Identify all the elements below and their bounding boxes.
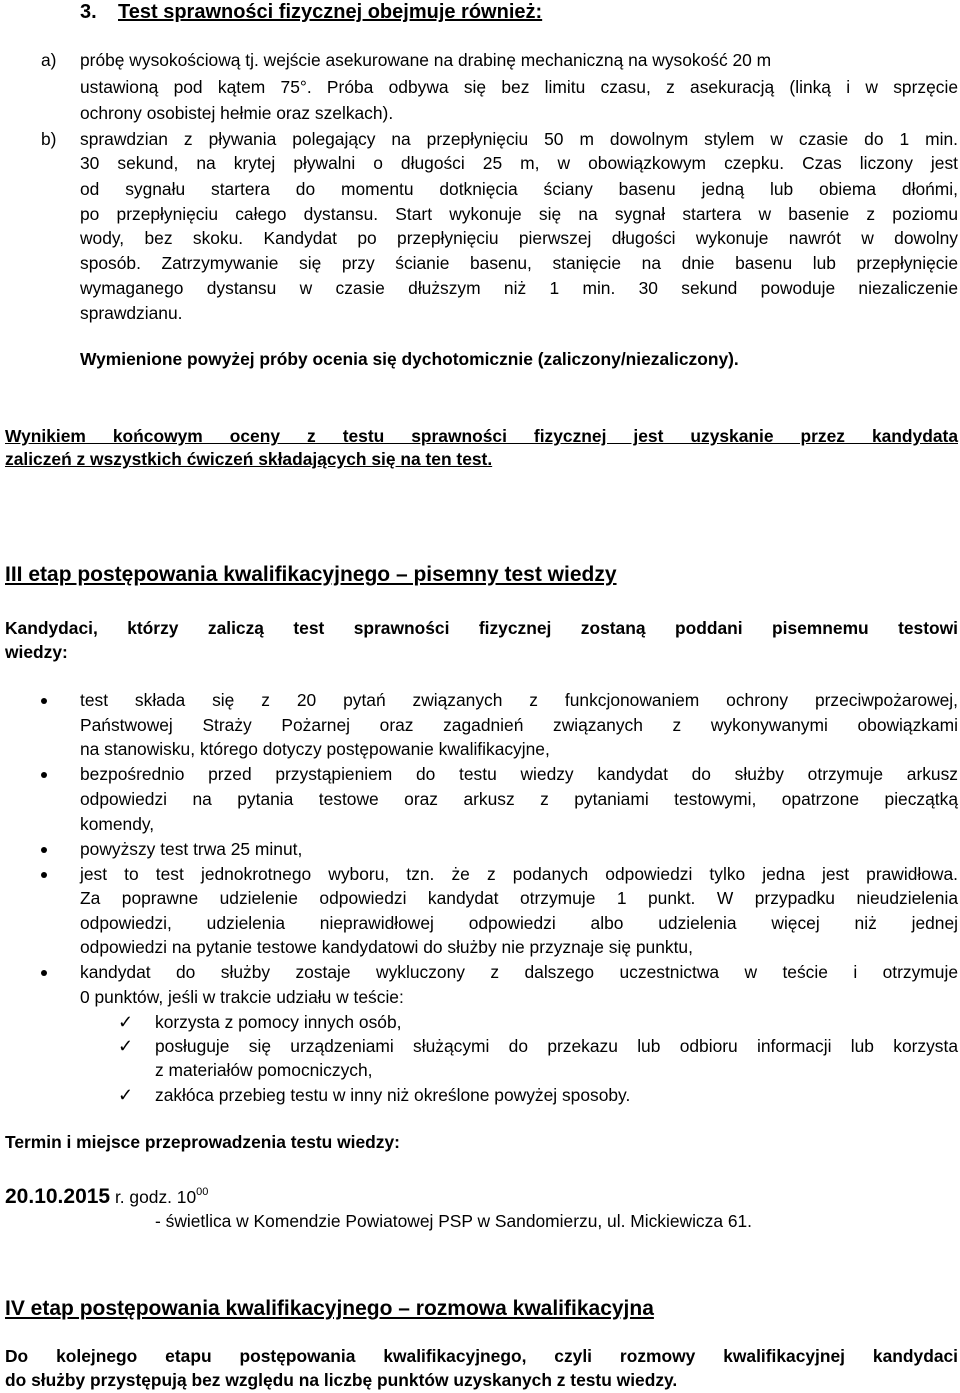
term-heading: Termin i miejsce przeprowadzenia testu wiedzy: xyxy=(5,1132,400,1152)
bullet-2-line-1: bezpośrednio przed przystąpieniem do testu wiedzy kandydat do służby otrzymuje arkusz xyxy=(80,764,958,784)
item-a-line-2: ustawioną pod kątem 75°. Próba odbywa się bez limitu czasu, z asekuracją (linką i w sprzęcie xyxy=(80,77,958,97)
bullet-marker xyxy=(41,970,47,976)
item-b-line-6: sposób. Zatrzymywanie się przy ścianie basenu, stanięcie na dnie basenu lub przepłynięcie xyxy=(80,253,958,273)
section-number: 3. xyxy=(80,1,97,23)
stage4-intro-line-1: Do kolejnego etapu postępowania kwalifikacyjnego, czyli rozmowy kwalifikacyjnej kandydaci xyxy=(5,1346,958,1366)
bullet-4-line-2: Za poprawne udzielenie odpowiedzi kandydat otrzymuje 1 punkt. W przypadku nieudzielenia xyxy=(80,888,958,908)
bullet-marker xyxy=(41,847,47,853)
bullet-4-line-3: odpowiedzi, udzielenia nieprawidłowej odpowiedzi albo udzielenia więcej niż jednej xyxy=(80,913,958,933)
item-b-line-4: po przepłynięciu całego dystansu. Start wykonuje się na sygnał startera w basenie z poziomu xyxy=(80,204,958,224)
bullet-5-line-1: kandydat do służby zostaje wykluczony z dalszego uczestnictwa w teście i otrzymuje xyxy=(80,962,958,982)
bullet-5-line-2: 0 punktów, jeśli w trakcie udziału w teście: xyxy=(80,987,404,1007)
bullet-3-line-1: powyższy test trwa 25 minut, xyxy=(80,839,303,859)
check-3-line-1: zakłóca przebieg testu w inny niż określone powyżej sposoby. xyxy=(155,1085,631,1105)
bullet-2-line-2: odpowiedzi na pytania testowe oraz arkusz z pytaniami testowymi, opatrzone pieczątką xyxy=(80,789,958,809)
bullet-1-line-3: na stanowisku, którego dotyczy postępowanie kwalifikacyjne, xyxy=(80,739,550,759)
stage4-title: IV etap postępowania kwalifikacyjnego – rozmowa kwalifikacyjna xyxy=(5,1297,654,1320)
item-b-line-3: od sygnału startera do momentu dotknięcia ściany basenu jedną lub obiema dłońmi, xyxy=(80,179,958,199)
bullet-1-line-2: Państwowej Straży Pożarnej oraz zagadnień związanych z wykonywanymi obowiązkami xyxy=(80,715,958,735)
date-time-line xyxy=(5,1186,208,1207)
item-b-line-7: wymaganego dystansu w czasie dłuższym niż 1 min. 30 sekund powoduje niezaliczenie xyxy=(80,278,958,298)
check-mark-icon: ✓ xyxy=(118,1036,134,1056)
item-b-line-5: wody, bez skoku. Kandydat po przepłynięciu pierwszej długości wykonuje nawrót w dowolny xyxy=(80,228,958,248)
dichotomous-note: Wymienione powyżej próby ocenia się dychotomicznie (zaliczony/niezaliczony). xyxy=(80,349,739,369)
check-2-line-1: posługuje się urządzeniami służącymi do przekazu lub odbioru informacji lub korzysta xyxy=(155,1036,958,1056)
test-time-minutes: 00 xyxy=(196,1186,209,1198)
bullet-4-line-4: odpowiedzi na pytanie testowe kandydatowi do służby nie przyznaje się punktu, xyxy=(80,937,693,957)
bullet-marker xyxy=(41,698,47,704)
stage3-intro-line-2: wiedzy: xyxy=(5,642,68,662)
section-heading: Test sprawności fizycznej obejmuje również: xyxy=(118,1,543,23)
test-time: r. godz. 10 xyxy=(110,1187,197,1207)
item-a-line-1: próbę wysokościową tj. wejście asekurowane na drabinę mechaniczną na wysokość 20 m xyxy=(80,50,772,70)
item-b-line-1: sprawdzian z pływania polegający na przepłynięciu 50 m dowolnym stylem w czasie do 1 min. xyxy=(80,129,958,149)
bullet-marker xyxy=(41,772,47,778)
stage3-title: III etap postępowania kwalifikacyjnego – pisemny test wiedzy xyxy=(5,563,617,586)
test-place: - świetlica w Komendzie Powiatowej PSP w Sandomierzu, ul. Mickiewicza 61. xyxy=(155,1211,752,1231)
final-result-line-2: zaliczeń z wszystkich ćwiczeń składających się na ten test. xyxy=(5,449,493,469)
item-a-line-3: ochrony osobistej hełmie oraz szelkach). xyxy=(80,103,394,123)
bullet-1-line-1: test składa się z 20 pytań związanych z funkcjonowaniem ochrony przeciwpożarowej, xyxy=(80,690,958,710)
item-b-line-8: sprawdzianu. xyxy=(80,303,183,323)
item-a-marker: a) xyxy=(41,50,57,70)
item-b-line-2: 30 sekund, na krytej pływalni o długości 25 m, w obowiązkowym czepku. Czas liczony jest xyxy=(80,153,958,173)
item-b-marker: b) xyxy=(41,129,57,149)
bullet-marker xyxy=(41,872,47,878)
stage3-intro-line-1: Kandydaci, którzy zaliczą test sprawności fizycznej zostaną poddani pisemnemu testowi xyxy=(5,618,958,638)
bullet-2-line-3: komendy, xyxy=(80,814,155,834)
bullet-4-line-1: jest to test jednokrotnego wyboru, tzn. że z podanych odpowiedzi tylko jedna jest prawidłowa. xyxy=(80,864,958,884)
check-mark-icon: ✓ xyxy=(118,1012,134,1032)
test-date: 20.10.2015 xyxy=(5,1185,111,1208)
final-result-line-1: Wynikiem końcowym oceny z testu sprawności fizycznej jest uzyskanie przez kandydata xyxy=(5,426,958,446)
check-mark-icon: ✓ xyxy=(118,1085,134,1105)
check-1-line-1: korzysta z pomocy innych osób, xyxy=(155,1012,402,1032)
check-2-line-2: z materiałów pomocniczych, xyxy=(155,1060,373,1080)
stage4-intro-line-2: do służby przystępują bez względu na liczbę punktów uzyskanych z testu wiedzy. xyxy=(5,1370,678,1390)
